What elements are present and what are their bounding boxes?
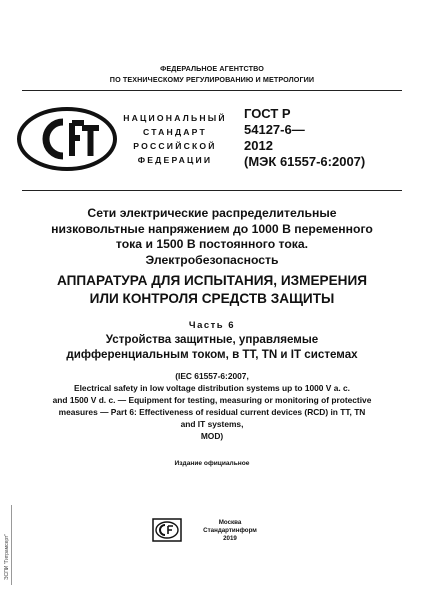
standard-type-line: НАЦИОНАЛЬНЫЙ	[123, 113, 227, 123]
publisher-city: Москва	[218, 519, 242, 526]
part-number: Часть 6	[188, 320, 236, 331]
main-title-line: ИЛИ КОНТРОЛЯ СРЕДСТВ ЗАЩИТЫ	[89, 291, 335, 306]
general-title-line: низковольтные напряжением до 1000 В переменного	[51, 221, 373, 236]
standartinform-logo	[152, 518, 182, 542]
designation-line: 54127-6—	[244, 122, 305, 137]
divider-middle	[22, 190, 402, 191]
main-title	[34, 272, 390, 308]
standard-type	[120, 111, 230, 167]
iec-line: MOD)	[200, 431, 224, 441]
gost-r-logo	[14, 104, 120, 174]
general-title-line: Электробезопасность	[145, 252, 279, 267]
standard-type-line: СТАНДАРТ	[143, 127, 207, 137]
part-title-line: дифференциальным током, в TT, TN и IT системах	[66, 348, 358, 361]
standard-type-line: ФЕДЕРАЦИИ	[137, 155, 213, 165]
divider-top	[22, 90, 402, 91]
standard-type-line: РОССИЙСКОЙ	[133, 141, 217, 151]
standard-designation	[244, 106, 365, 170]
publisher-year: 2019	[223, 535, 237, 542]
publisher-info	[190, 519, 270, 543]
designation-line: 2012	[244, 138, 273, 153]
edition-label: Издание официальное	[174, 460, 250, 467]
main-title-line: АППАРАТУРА ДЛЯ ИСПЫТАНИЯ, ИЗМЕРЕНИЯ	[56, 273, 367, 288]
publisher-name: Стандартинформ	[203, 527, 257, 534]
general-title-line: Сети электрические распределительные	[87, 206, 337, 220]
agency-subtitle: ПО ТЕХНИЧЕСКОМУ РЕГУЛИРОВАНИЮ И МЕТРОЛОГИИ	[109, 75, 315, 84]
part-title	[34, 332, 390, 362]
agency-name: ФЕДЕРАЛЬНОЕ АГЕНТСТВО	[160, 64, 264, 73]
designation-line: ГОСТ Р	[244, 106, 291, 121]
general-title	[34, 206, 390, 268]
designation-line: (МЭК 61557-6:2007)	[244, 154, 366, 169]
side-divider	[11, 505, 12, 585]
iec-line: (IEC 61557-6:2007,	[175, 371, 249, 381]
iec-line: Electrical safety in low voltage distribution systems up to 1000 V a. c.	[74, 383, 350, 393]
iec-line: measures — Part 6: Effectiveness of residual current devices (RCD) in TT, TN	[58, 407, 366, 417]
iec-line: and IT systems,	[180, 419, 244, 429]
iec-reference	[34, 370, 390, 442]
iec-line: and 1500 V d. c. — Equipment for testing, measuring or monitoring of protective	[52, 395, 372, 405]
side-note: ЭСПИ "Гитрамсерт"	[4, 533, 10, 580]
general-title-line: тока и 1500 В постоянного тока.	[115, 237, 309, 251]
part-title-line: Устройства защитные, управляемые	[105, 333, 319, 346]
